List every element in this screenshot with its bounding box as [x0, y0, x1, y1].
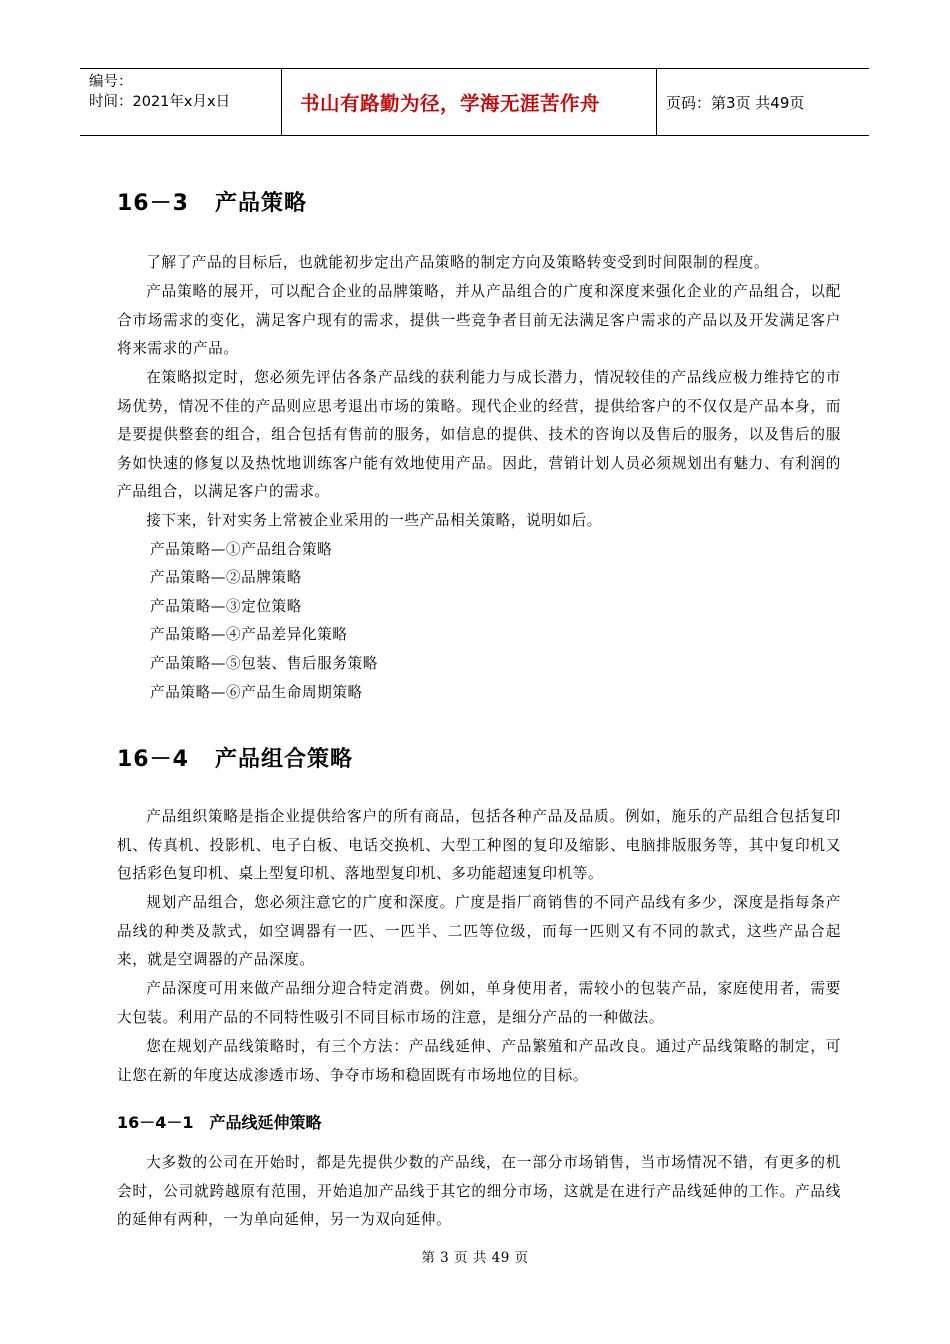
header-page-code: 页码：第3页 共49页 — [666, 93, 805, 112]
subsection-number: 16－4－1 — [117, 1113, 194, 1132]
header-motto: 书山有路勤为径，学海无涯苦作舟 — [282, 69, 657, 135]
subsection-title: 产品线延伸策略 — [209, 1113, 322, 1132]
list-item: 产品策略—①产品组合策略 — [150, 541, 333, 558]
section-title: 产品策略 — [214, 191, 307, 216]
section-heading-16-3 — [117, 186, 307, 217]
list-item: 产品策略—④产品差异化策略 — [150, 626, 348, 643]
paragraph: 您在规划产品线策略时，有三个方法：产品线延伸、产品繁殖和产品改良。通过产品线策略的制定，可让您在新的年度达成渗透市场、争夺市场和稳固既有市场地位的目标。 — [117, 1038, 841, 1084]
list-item: 产品策略—⑥产品生命周期策略 — [150, 684, 363, 701]
paragraph: 产品深度可用来做产品细分迎合特定消费。例如，单身使用者，需较小的包装产品，家庭使用者，需要大包装。利用产品的不同特性吸引不同目标市场的注意，是细分产品的一种做法。 — [117, 980, 841, 1026]
list-item: 产品策略—③定位策略 — [150, 598, 302, 615]
section-title: 产品组合策略 — [214, 747, 353, 772]
paragraph: 了解了产品的目标后，也就能初步定出产品策略的制定方向及策略转变受到时间限制的程度。 — [146, 254, 770, 271]
list-item: 产品策略—⑤包装、售后服务策略 — [150, 655, 378, 672]
page-footer: 第 3 页 共 49 页 — [421, 1250, 529, 1266]
section-heading-16-4 — [117, 742, 353, 773]
paragraph: 接下来，针对实务上常被企业采用的一些产品相关策略，说明如后。 — [146, 512, 603, 529]
section-number: 16－4 — [117, 747, 189, 772]
paragraph: 在策略拟定时，您必须先评估各条产品线的获利能力与成长潜力，情况较佳的产品线应极力维持它的市场优势，情况不佳的产品则应思考退出市场的策略。现代企业的经营，提供给客户的不仅仅是产品本身，而是要提供整套的组合，组合包括有售前的服务，如信息的提供、技术的咨询以及售后的服务，以及售后的服务如快速的修复以及热忱地训练客户能有效地使用产品。因此，营销计划人员必须规划出有魅力、有利润的产品组合，以满足客户的需求。 — [117, 369, 841, 501]
header-number-label: 编号： — [89, 74, 133, 90]
paragraph: 产品组织策略是指企业提供给客户的所有商品，包括各种产品及品质。例如，施乐的产品组合包括复印机、传真机、投影机、电子白板、电话交换机、大型工种图的复印及缩影、电脑排版服务等，其中复印机又包括彩色复印机、桌上型复印机、落地型复印机、多功能超速复印机等。 — [117, 808, 841, 883]
paragraph: 产品策略的展开，可以配合企业的品牌策略，并从产品组合的广度和深度来强化企业的产品组合，以配合市场需求的变化，满足客户现有的需求，提供一些竞争者目前无法满足客户需求的产品以及开发满足客户将来需求的产品。 — [117, 283, 841, 358]
list-item: 产品策略—②品牌策略 — [150, 569, 302, 586]
page-header — [80, 68, 869, 136]
paragraph: 大多数的公司在开始时，都是先提供少数的产品线，在一部分市场销售，当市场情况不错，有更多的机会时，公司就跨越原有范围，开始追加产品线于其它的细分市场，这就是在进行产品线延伸的工作。产品线的延伸有两种，一为单向延伸，另一为双向延伸。 — [117, 1154, 841, 1229]
header-date: 时间：2021年x月x日 — [89, 94, 231, 110]
section-number: 16－3 — [117, 191, 189, 216]
paragraph: 规划产品组合，您必须注意它的广度和深度。广度是指厂商销售的不同产品线有多少，深度是指每条产品线的种类及款式，如空调器有一匹、一匹半、二匹等位级，而每一匹则又有不同的款式，这些产品合起来，就是空调器的产品深度。 — [117, 894, 841, 969]
subsection-heading-16-4-1 — [117, 1110, 322, 1133]
header-meta — [80, 69, 282, 135]
